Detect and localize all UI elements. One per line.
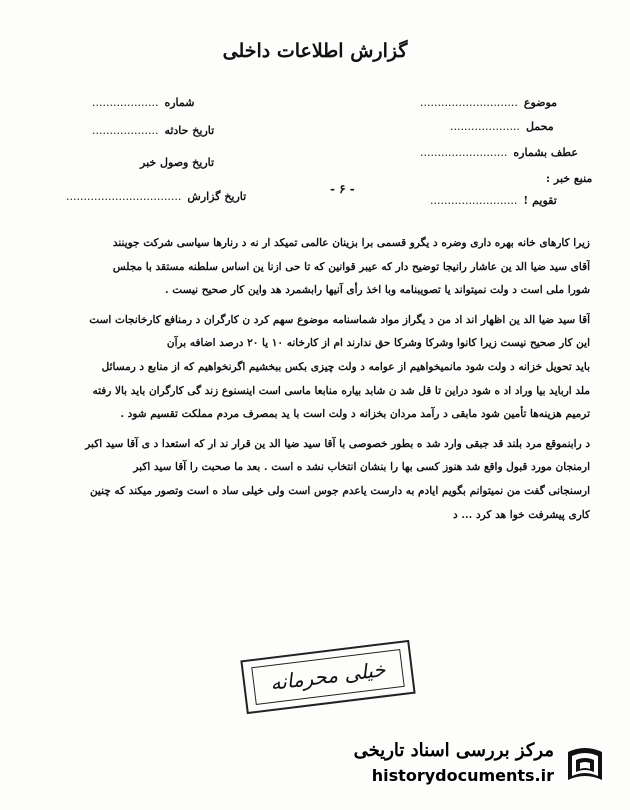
field-label: تقویم ! xyxy=(523,194,557,207)
field-dots: ................... xyxy=(92,124,159,137)
field-calendar xyxy=(430,194,557,207)
field-reference-number xyxy=(420,146,578,159)
text-line: ترمیم هزینه‌ها تأمین شود مابقی د رآمد مردان بخزانه د ولت است با ید بمصرف مردم مملکت تقسیم شود . xyxy=(120,408,590,421)
watermark-logo xyxy=(340,738,610,792)
field-location xyxy=(450,120,554,133)
field-dots: .................... xyxy=(450,120,520,133)
watermark-name: مرکز بررسی اسناد تاریخی xyxy=(353,740,554,761)
field-label: موضوع xyxy=(523,96,558,109)
field-subject xyxy=(420,96,557,109)
field-dots: ................... xyxy=(92,96,159,109)
book-scroll-icon xyxy=(560,740,610,790)
field-label: محمل xyxy=(525,120,554,133)
watermark-url: historydocuments.ir xyxy=(371,766,554,785)
text-line: آقای سید ضیا الد ین عاشار رانیجا توضیح دار که عیبر قوانین که تا حی ازنا ین اساس سلطنه مستقد با مجلس xyxy=(112,260,590,273)
paragraph xyxy=(50,433,590,527)
field-dots: ................................. xyxy=(66,190,182,203)
paragraph xyxy=(50,232,590,303)
text-line: باید تحویل خزانه د ولت شود مانمیخواهیم از عوامه د ولت چیزی بکس ببخشیم اگرنخواهیم که از منابع د رمسائل xyxy=(101,360,590,373)
text-line: آقا سید ضیا الد ین اظهار اند اد من د یگراز مواد شماسنامه موضوع سهم کرد ن کارگران د رمنافع کارخانجات است xyxy=(89,313,590,326)
field-news-source xyxy=(540,172,592,185)
text-line: ارسنجانی گفت من نمیتوانم بگویم ایادم به دارست یاعدم جوس است ولی خیلی ساد ه است وتصور میکند که چنین xyxy=(89,484,590,497)
text-line: ملد ارباید بیا وراد اد ه شود دراین تا قل شد ن شابد بیاره منابعا ماسی است اینسنوع زند گی کارگران باید بالا رفته xyxy=(92,384,590,397)
stamp-text: خیلی محرمانه xyxy=(268,657,387,695)
field-label: منبع خبر : xyxy=(546,172,593,185)
field-number xyxy=(92,96,194,109)
text-line: ارمنجان مورد قبول واقع شد هنوز کسی بها را بنشان انتخاب نشد ه است . بعد ما صحبت را آقا سید اکبر xyxy=(133,461,590,474)
field-label: تاریخ گزارش xyxy=(187,190,247,203)
confidential-stamp xyxy=(240,640,415,714)
text-line: شورا ملی است د ولت نمیتواند یا تصویبنامه وبا اخذ رأی آنیها رابشمرد هد واین کار صحیح نیست . xyxy=(165,284,590,297)
field-label: تاریخ وصول خبر xyxy=(140,156,215,169)
text-line: زیرا کارهای خانه بهره داری وضره د یگرو قسمی برا بزینان عالمی تمیکد ار نه د رنارها سیاسی شرکت جوینند xyxy=(112,237,590,249)
mid-mark: - ۶ - xyxy=(330,182,355,196)
text-line: د رابنموقع مرد بلند قد جبقی وارد شد ه بطور خصوصی با آقا سید ضیا الد ین قرار ند ار که استعدا د ی آقا سید اکبر xyxy=(85,437,590,450)
field-label: شماره xyxy=(164,96,195,109)
field-label: تاریخ حادثه xyxy=(164,124,215,137)
text-line: کاری پیشرفت خوا هد کرد ... د xyxy=(453,508,590,521)
field-incident-date xyxy=(92,124,214,137)
document-title: گزارش اطلاعات داخلی xyxy=(222,40,408,62)
field-dots: ......................... xyxy=(420,146,508,159)
field-dots: ............................ xyxy=(420,96,518,109)
report-body xyxy=(50,232,590,533)
field-label: عطف بشماره xyxy=(513,146,578,159)
field-report-date xyxy=(66,190,246,203)
paragraph xyxy=(50,309,590,427)
text-line: این کار صحیح نیست زیرا کانوا وشرکا وشرکا حق ندارند ام از کارخانه ۱۰ یا ۲۰ درصد اضافه برآن xyxy=(166,337,590,350)
field-news-received-date xyxy=(134,156,214,169)
field-dots: ......................... xyxy=(430,194,518,207)
